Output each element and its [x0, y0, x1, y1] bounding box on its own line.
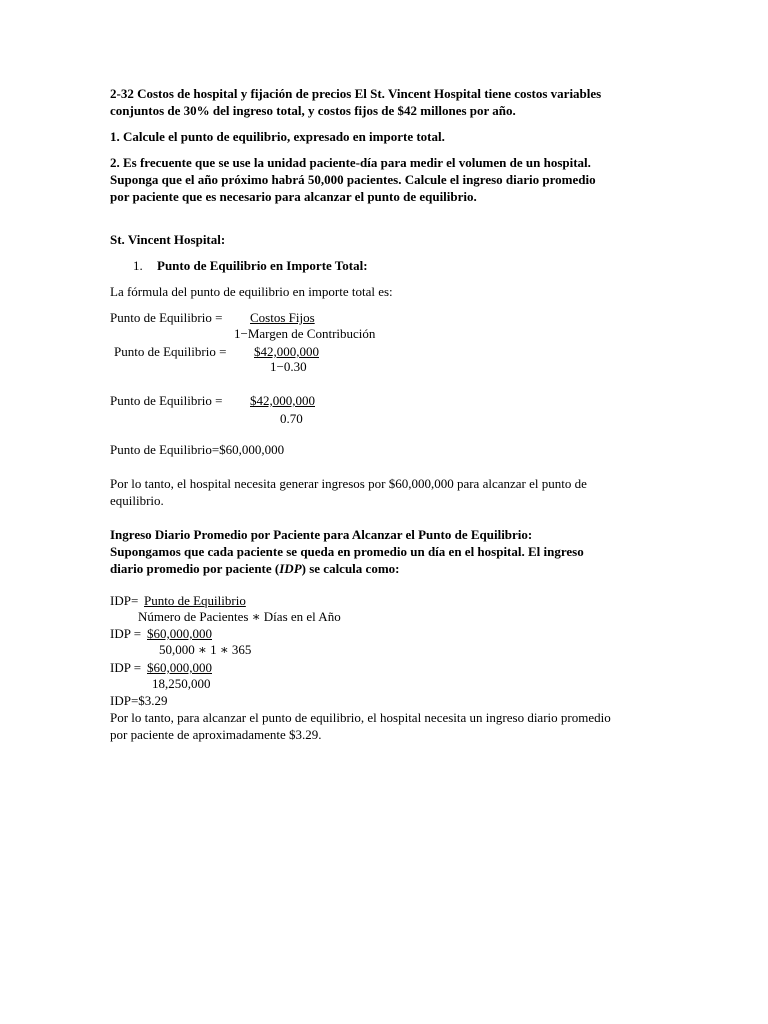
fraction-denominator: 1−0.30	[270, 359, 307, 374]
idp-label: IDP =	[110, 626, 142, 641]
idp-abbreviation: IDP	[279, 561, 302, 576]
idp-heading-text-a: diario promedio por paciente (	[110, 561, 280, 576]
problem-intro-line-2: conjuntos de 30% del ingreso total, y costos fijos de $42 millones por año.	[110, 103, 516, 118]
fraction-numerator: $42,000,000	[254, 344, 319, 359]
formula-intro: La fórmula del punto de equilibrio en importe total es:	[110, 284, 393, 299]
idp-heading-line-2: Supongamos que cada paciente se queda en promedio un día en el hospital. El ingreso	[110, 544, 584, 559]
fraction-denominator: 0.70	[280, 411, 303, 426]
idp-heading-line-1: Ingreso Diario Promedio por Paciente para Alcanzar el Punto de Equilibrio:	[110, 527, 533, 542]
question-1: 1. Calcule el punto de equilibrio, expresado en importe total.	[110, 129, 445, 144]
fraction-numerator: $60,000,000	[147, 660, 212, 675]
break-even-label: Punto de Equilibrio =	[110, 310, 223, 325]
fraction-numerator: Punto de Equilibrio	[144, 593, 246, 608]
break-even-result: Punto de Equilibrio=$60,000,000	[110, 442, 285, 457]
fraction-denominator: 1−Margen de Contribución	[234, 326, 376, 341]
conclusion-2-line-1: Por lo tanto, para alcanzar el punto de equilibrio, el hospital necesita un ingreso diario promedio	[110, 710, 611, 725]
break-even-label: Punto de Equilibrio =	[114, 344, 227, 359]
conclusion-1-line-1: Por lo tanto, el hospital necesita generar ingresos por $60,000,000 para alcanzar el punto de	[110, 476, 587, 491]
idp-label: IDP=	[110, 593, 139, 608]
idp-result: IDP=$3.29	[110, 693, 168, 708]
solution-heading: St. Vincent Hospital:	[110, 232, 226, 247]
idp-heading-line-3	[110, 560, 399, 577]
fraction-numerator: Costos Fijos	[250, 310, 315, 325]
question-2-line-2: Suponga que el año próximo habrá 50,000 pacientes. Calcule el ingreso diario promedio	[110, 172, 596, 187]
question-2-line-3: por paciente que es necesario para alcanzar el punto de equilibrio.	[110, 189, 477, 204]
fraction-denominator: 50,000 ∗ 1 ∗ 365	[159, 642, 252, 657]
conclusion-2-line-2: por paciente de aproximadamente $3.29.	[110, 727, 322, 742]
fraction-denominator: 18,250,000	[152, 676, 211, 691]
problem-intro-line-1: 2-32 Costos de hospital y fijación de precios El St. Vincent Hospital tiene costos variables	[110, 86, 602, 101]
fraction-denominator: Número de Pacientes ∗ Días en el Año	[138, 609, 341, 624]
idp-heading-text-b: ) se calcula como:	[301, 561, 400, 576]
question-2-line-1: 2. Es frecuente que se use la unidad paciente-día para medir el volumen de un hospital.	[110, 155, 591, 170]
list-item-title: Punto de Equilibrio en Importe Total:	[157, 258, 368, 273]
fraction-numerator: $60,000,000	[147, 626, 212, 641]
idp-label: IDP =	[110, 660, 142, 675]
conclusion-1-line-2: equilibrio.	[110, 493, 164, 508]
list-item-number: 1.	[133, 258, 143, 273]
fraction-numerator: $42,000,000	[250, 393, 315, 408]
break-even-label: Punto de Equilibrio =	[110, 393, 223, 408]
